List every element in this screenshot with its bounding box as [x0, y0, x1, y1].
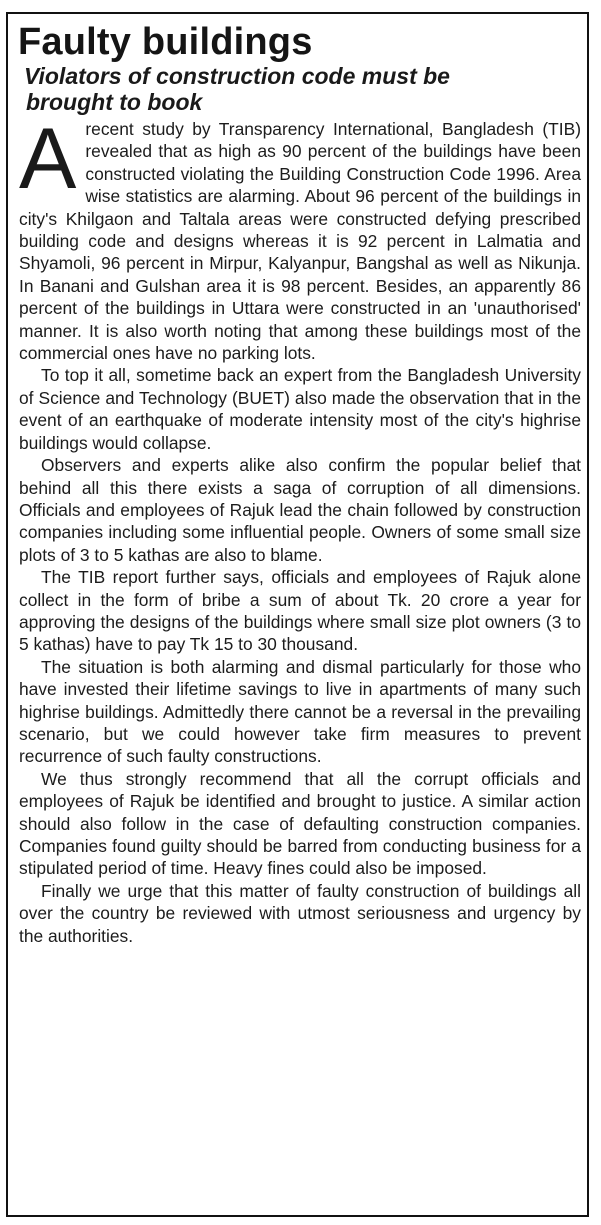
drop-cap: A [19, 111, 77, 207]
subheadline-line-1: Violators of construction code must be [24, 63, 450, 89]
article-body [19, 111, 581, 947]
cropped-top-text [0, 0, 601, 10]
paragraph-3: Observers and experts alike also confirm the popular belief that behind all this there exists a saga of corruption of all dimensions. Officials and employees of Rajuk lead the chain followed by construction companies including some influential people. Owners of some small size plots of 3 to 5 kathas are also to blame. [19, 455, 581, 565]
subheadline-line-2: brought to book [26, 89, 203, 115]
headline: Faulty buildings [18, 21, 313, 63]
paragraph-6: We thus strongly recommend that all the corrupt officials and employees of Rajuk be identified and brought to justice. A similar action should also follow in the case of defaulting construction companies. Companies found guilty should be barred from conducting business for a stipulated period of time. Heavy fines could also be imposed. [19, 768, 581, 879]
paragraph-4: The TIB report further says, officials and employees of Rajuk alone collect in the form of bribe a sum of about Tk. 20 crore a year for approving the designs of the buildings where small size plot owners (3 to 5 kathas) have to pay Tk 15 to 30 thousand. [19, 567, 581, 655]
paragraph-5: The situation is both alarming and dismal particularly for those who have invested their lifetime savings to live in apartments of many such highrise buildings. Admittedly there cannot be a reversal in the prevailing scenario, but we could however take firm measures to prevent recurrence of such faulty constructions. [19, 656, 581, 767]
paragraph-1 [19, 111, 581, 364]
paragraph-2: To top it all, sometime back an expert from the Bangladesh University of Science and Technology (BUET) also made the observation that in the event of an earthquake of moderate intensity most of the city's highrise buildings would collapse. [19, 365, 581, 453]
paragraph-7: Finally we urge that this matter of faulty construction of buildings all over the country be reviewed with utmost seriousness and urgency by the authorities. [19, 880, 581, 946]
subheadline [24, 63, 564, 115]
paragraph-1-text: recent study by Transparency International, Bangladesh (TIB) revealed that as high as 90 percent of the buildings have been constructed violating the Building Construction Code 1996. Area wise statistics are alarming. About 96 percent of the buildings in city's Khilgaon and Taltala areas were constructed defying prescribed building code and designs whereas it is 92 percent in Lalmatia and Shyamoli, 96 percent in Mirpur, Kalyanpur, Bangshal as well as Nikunja. In Banani and Gulshan area it is 98 percent. Besides, an apparently 86 percent of the buildings in Uttara were constructed in an 'unauthorised' manner. It is also worth noting that among these buildings most of the commercial ones have no parking lots. [19, 119, 581, 364]
